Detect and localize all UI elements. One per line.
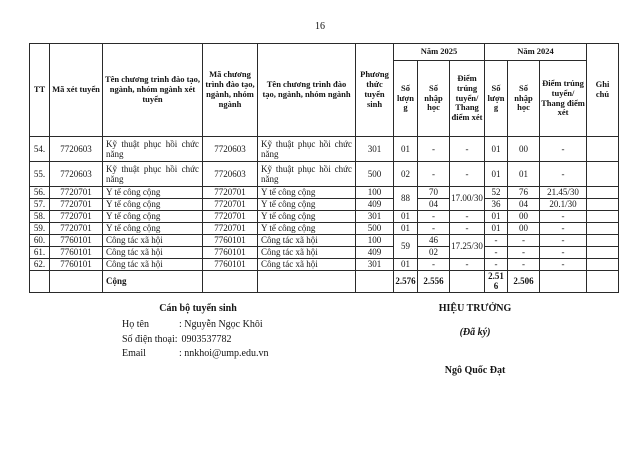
table-row-54 <box>30 137 619 162</box>
col-group-nam-2025: Năm 2025 <box>394 44 485 61</box>
cell-ten-xet-tuyen: Công tác xã hội <box>103 235 203 247</box>
cell-diem-2024: 20.1/30 <box>540 199 587 211</box>
cell-tt: 58. <box>30 211 50 223</box>
cell-ghi-chu <box>587 187 619 199</box>
officer-email-value: : nnkhoi@ump.edu.vn <box>179 348 269 359</box>
cell-total-so-luong-2024: 2.516 <box>485 271 508 293</box>
cell-ghi-chu <box>587 271 619 293</box>
cell-phuong-thuc: 500 <box>356 162 394 187</box>
cell-ghi-chu <box>587 259 619 271</box>
cell-ten-chuong-trinh: Kỹ thuật phục hồi chức năng <box>258 162 356 187</box>
cell-tt: 61. <box>30 247 50 259</box>
cell-diem-2025: 17.00/30 <box>450 187 485 211</box>
cell-so-nhap-hoc-2025: 02 <box>418 247 450 259</box>
col-header-ma-xet-tuyen: Mã xét tuyển <box>50 44 103 137</box>
cell-diem-2024: - <box>540 211 587 223</box>
col-header-ghi-chu: Ghi chú <box>587 44 619 137</box>
cell-ten-xet-tuyen: Y tế công cộng <box>103 223 203 235</box>
cell-ten-chuong-trinh: Công tác xã hội <box>258 259 356 271</box>
cell-ma-xet-tuyen: 7760101 <box>50 235 103 247</box>
cell-diem-2025: - <box>450 223 485 235</box>
cell-so-nhap-hoc-2024: - <box>508 235 540 247</box>
cell-so-luong-2025: 01 <box>394 211 418 223</box>
table-row-57 <box>30 199 619 211</box>
cell-ten-chuong-trinh: Y tế công cộng <box>258 199 356 211</box>
cell-diem-2024: - <box>540 137 587 162</box>
cell-ten-xet-tuyen: Kỹ thuật phục hồi chức năng <box>103 137 203 162</box>
cell-ten-xet-tuyen: Kỹ thuật phục hồi chức năng <box>103 162 203 187</box>
cell-ghi-chu <box>587 247 619 259</box>
cell-diem-2024 <box>540 271 587 293</box>
cell-ma-chuong-trinh: 7720701 <box>203 223 258 235</box>
cell-phuong-thuc <box>356 271 394 293</box>
cell-ghi-chu <box>587 162 619 187</box>
cell-diem-2024: - <box>540 223 587 235</box>
cell-ma-chuong-trinh: 7720701 <box>203 199 258 211</box>
cell-ten-chuong-trinh: Công tác xã hội <box>258 235 356 247</box>
cell-phuong-thuc: 301 <box>356 259 394 271</box>
cell-total-so-nhap-hoc-2024: 2.506 <box>508 271 540 293</box>
cell-phuong-thuc: 409 <box>356 247 394 259</box>
col-header-ten-ct: Tên chương trình đào tạo, ngành, nhóm ngành <box>258 44 356 137</box>
table-row-61 <box>30 247 619 259</box>
officer-phone-value: 0903537782 <box>179 333 232 345</box>
cell-so-luong-2024: - <box>485 247 508 259</box>
cell-ghi-chu <box>587 223 619 235</box>
cell-ghi-chu <box>587 137 619 162</box>
header-row-groups <box>30 44 619 61</box>
cell-so-nhap-hoc-2025: - <box>418 211 450 223</box>
cell-ten-xet-tuyen: Y tế công cộng <box>103 187 203 199</box>
officer-name-value: : Nguyễn Ngọc Khôi <box>179 319 263 330</box>
officer-name-label: Họ tên <box>122 319 149 330</box>
cell-diem-2024: - <box>540 259 587 271</box>
cell-ma-chuong-trinh: 7760101 <box>203 235 258 247</box>
cell-so-nhap-hoc-2024: 01 <box>508 162 540 187</box>
cell-ma-xet-tuyen <box>50 271 103 293</box>
cell-diem-2024: - <box>540 162 587 187</box>
cell-ten-xet-tuyen: Công tác xã hội <box>103 247 203 259</box>
cell-tt: 59. <box>30 223 50 235</box>
recruitment-officer-title: Cán bộ tuyển sinh <box>159 303 237 314</box>
col-group-nam-2024: Năm 2024 <box>485 44 587 61</box>
cell-diem-2024: - <box>540 235 587 247</box>
cell-diem-2025 <box>450 271 485 293</box>
cell-ma-xet-tuyen: 7760101 <box>50 247 103 259</box>
cell-so-luong-2024: 01 <box>485 211 508 223</box>
col-header-ten-ct-xet-tuyen: Tên chương trình đào tạo, ngành, nhóm ngành xét tuyển <box>103 44 203 137</box>
col-header-ma-ct: Mã chương trình đào tạo, ngành, nhóm ngành <box>203 44 258 137</box>
cell-so-luong-2024: 36 <box>485 199 508 211</box>
cell-ten-chuong-trinh: Y tế công cộng <box>258 187 356 199</box>
recruitment-officer-block <box>122 303 274 362</box>
cell-so-nhap-hoc-2024: 00 <box>508 137 540 162</box>
cell-so-nhap-hoc-2025: 04 <box>418 199 450 211</box>
cell-ten-xet-tuyen: Y tế công cộng <box>103 211 203 223</box>
table-row-total <box>30 271 619 293</box>
cell-diem-2025: - <box>450 259 485 271</box>
rector-signature-block <box>400 303 550 376</box>
cell-diem-2025: - <box>450 137 485 162</box>
page-number: 16 <box>315 21 325 32</box>
cell-ten-chuong-trinh: Công tác xã hội <box>258 247 356 259</box>
cell-tt: 62. <box>30 259 50 271</box>
officer-email-row <box>122 347 274 362</box>
cell-tt: 60. <box>30 235 50 247</box>
cell-ten-chuong-trinh <box>258 271 356 293</box>
cell-ma-xet-tuyen: 7720603 <box>50 137 103 162</box>
col-header-tt: TT <box>30 44 50 137</box>
cell-so-nhap-hoc-2025: - <box>418 223 450 235</box>
cell-ten-chuong-trinh: Y tế công cộng <box>258 223 356 235</box>
cell-so-nhap-hoc-2025: - <box>418 259 450 271</box>
cell-ma-xet-tuyen: 7720603 <box>50 162 103 187</box>
cell-tt: 55. <box>30 162 50 187</box>
cell-so-nhap-hoc-2025: 70 <box>418 187 450 199</box>
cell-phuong-thuc: 500 <box>356 223 394 235</box>
table-row-62 <box>30 259 619 271</box>
cell-diem-2024: 21.45/30 <box>540 187 587 199</box>
rector-name: Ngô Quốc Đạt <box>444 365 506 376</box>
table-row-55 <box>30 162 619 187</box>
rector-title: HIỆU TRƯỞNG <box>438 303 512 314</box>
cell-so-luong-2024: 01 <box>485 223 508 235</box>
cell-so-luong-2025: 02 <box>394 162 418 187</box>
admissions-results-table <box>29 43 619 293</box>
cell-ma-xet-tuyen: 7720701 <box>50 223 103 235</box>
officer-phone-row <box>122 333 274 348</box>
cell-phuong-thuc: 301 <box>356 137 394 162</box>
cell-so-nhap-hoc-2025: - <box>418 137 450 162</box>
officer-name-row <box>122 318 274 333</box>
cell-ma-chuong-trinh: 7760101 <box>203 247 258 259</box>
cell-so-nhap-hoc-2024: - <box>508 247 540 259</box>
cell-diem-2025: 17.25/30 <box>450 235 485 259</box>
cell-ten-xet-tuyen: Công tác xã hội <box>103 259 203 271</box>
cell-ma-chuong-trinh: 7720701 <box>203 211 258 223</box>
col-header-so-luong-2024: Số lượng <box>485 61 508 137</box>
table-row-56 <box>30 187 619 199</box>
cell-ma-xet-tuyen: 7720701 <box>50 199 103 211</box>
cell-tt: 56. <box>30 187 50 199</box>
cell-ma-xet-tuyen: 7760101 <box>50 259 103 271</box>
cell-ghi-chu <box>587 199 619 211</box>
cell-ma-xet-tuyen: 7720701 <box>50 211 103 223</box>
cell-so-nhap-hoc-2024: 00 <box>508 211 540 223</box>
col-header-phuong-thuc: Phương thức tuyển sinh <box>356 44 394 137</box>
cell-phuong-thuc: 301 <box>356 211 394 223</box>
cell-total-so-luong-2025: 2.576 <box>394 271 418 293</box>
cell-ghi-chu <box>587 211 619 223</box>
cell-phuong-thuc: 100 <box>356 187 394 199</box>
cell-ghi-chu <box>587 235 619 247</box>
cell-phuong-thuc: 100 <box>356 235 394 247</box>
cell-ten-xet-tuyen: Y tế công cộng <box>103 199 203 211</box>
table-row-59 <box>30 223 619 235</box>
col-header-so-nhap-hoc-2025: Số nhập học <box>418 61 450 137</box>
cell-so-nhap-hoc-2025: - <box>418 162 450 187</box>
cell-so-luong-2024: - <box>485 235 508 247</box>
col-header-diem-2025: Điểm trúng tuyển/ Thang điểm xét <box>450 61 485 137</box>
cell-ma-chuong-trinh: 7720701 <box>203 187 258 199</box>
cell-so-nhap-hoc-2024: - <box>508 259 540 271</box>
cell-so-luong-2025: 59 <box>394 235 418 259</box>
cell-diem-2025: - <box>450 211 485 223</box>
cell-so-nhap-hoc-2024: 04 <box>508 199 540 211</box>
cell-so-luong-2025: 01 <box>394 223 418 235</box>
cell-tt <box>30 271 50 293</box>
signed-note: (Đã ký) <box>459 327 491 338</box>
cell-ma-chuong-trinh: 7720603 <box>203 162 258 187</box>
cell-so-luong-2024: - <box>485 259 508 271</box>
cell-diem-2024: - <box>540 247 587 259</box>
cell-tt: 54. <box>30 137 50 162</box>
cell-so-nhap-hoc-2024: 76 <box>508 187 540 199</box>
cell-ten-chuong-trinh: Y tế công cộng <box>258 211 356 223</box>
cell-so-nhap-hoc-2024: 00 <box>508 223 540 235</box>
table-row-58 <box>30 211 619 223</box>
cell-total-so-nhap-hoc-2025: 2.556 <box>418 271 450 293</box>
cell-ma-chuong-trinh: 7760101 <box>203 259 258 271</box>
cell-so-luong-2025: 01 <box>394 259 418 271</box>
cell-so-luong-2024: 52 <box>485 187 508 199</box>
cell-ma-chuong-trinh: 7720603 <box>203 137 258 162</box>
officer-email-label: Email <box>122 348 146 359</box>
col-header-so-nhap-hoc-2024: Số nhập học <box>508 61 540 137</box>
cell-so-luong-2025: 01 <box>394 137 418 162</box>
cell-phuong-thuc: 409 <box>356 199 394 211</box>
cell-tt: 57. <box>30 199 50 211</box>
cell-ten-chuong-trinh: Kỹ thuật phục hồi chức năng <box>258 137 356 162</box>
officer-phone-label: Số điện thoại: <box>122 333 178 345</box>
cell-total-label: Cộng <box>103 271 203 293</box>
cell-so-nhap-hoc-2025: 46 <box>418 235 450 247</box>
cell-diem-2025: - <box>450 162 485 187</box>
col-header-diem-2024: Điểm trúng tuyển/ Thang điểm xét <box>540 61 587 137</box>
cell-ma-xet-tuyen: 7720701 <box>50 187 103 199</box>
cell-so-luong-2024: 01 <box>485 162 508 187</box>
table-row-60 <box>30 235 619 247</box>
cell-ma-chuong-trinh <box>203 271 258 293</box>
cell-so-luong-2025: 88 <box>394 187 418 211</box>
cell-so-luong-2024: 01 <box>485 137 508 162</box>
col-header-so-luong-2025: Số lượng <box>394 61 418 137</box>
